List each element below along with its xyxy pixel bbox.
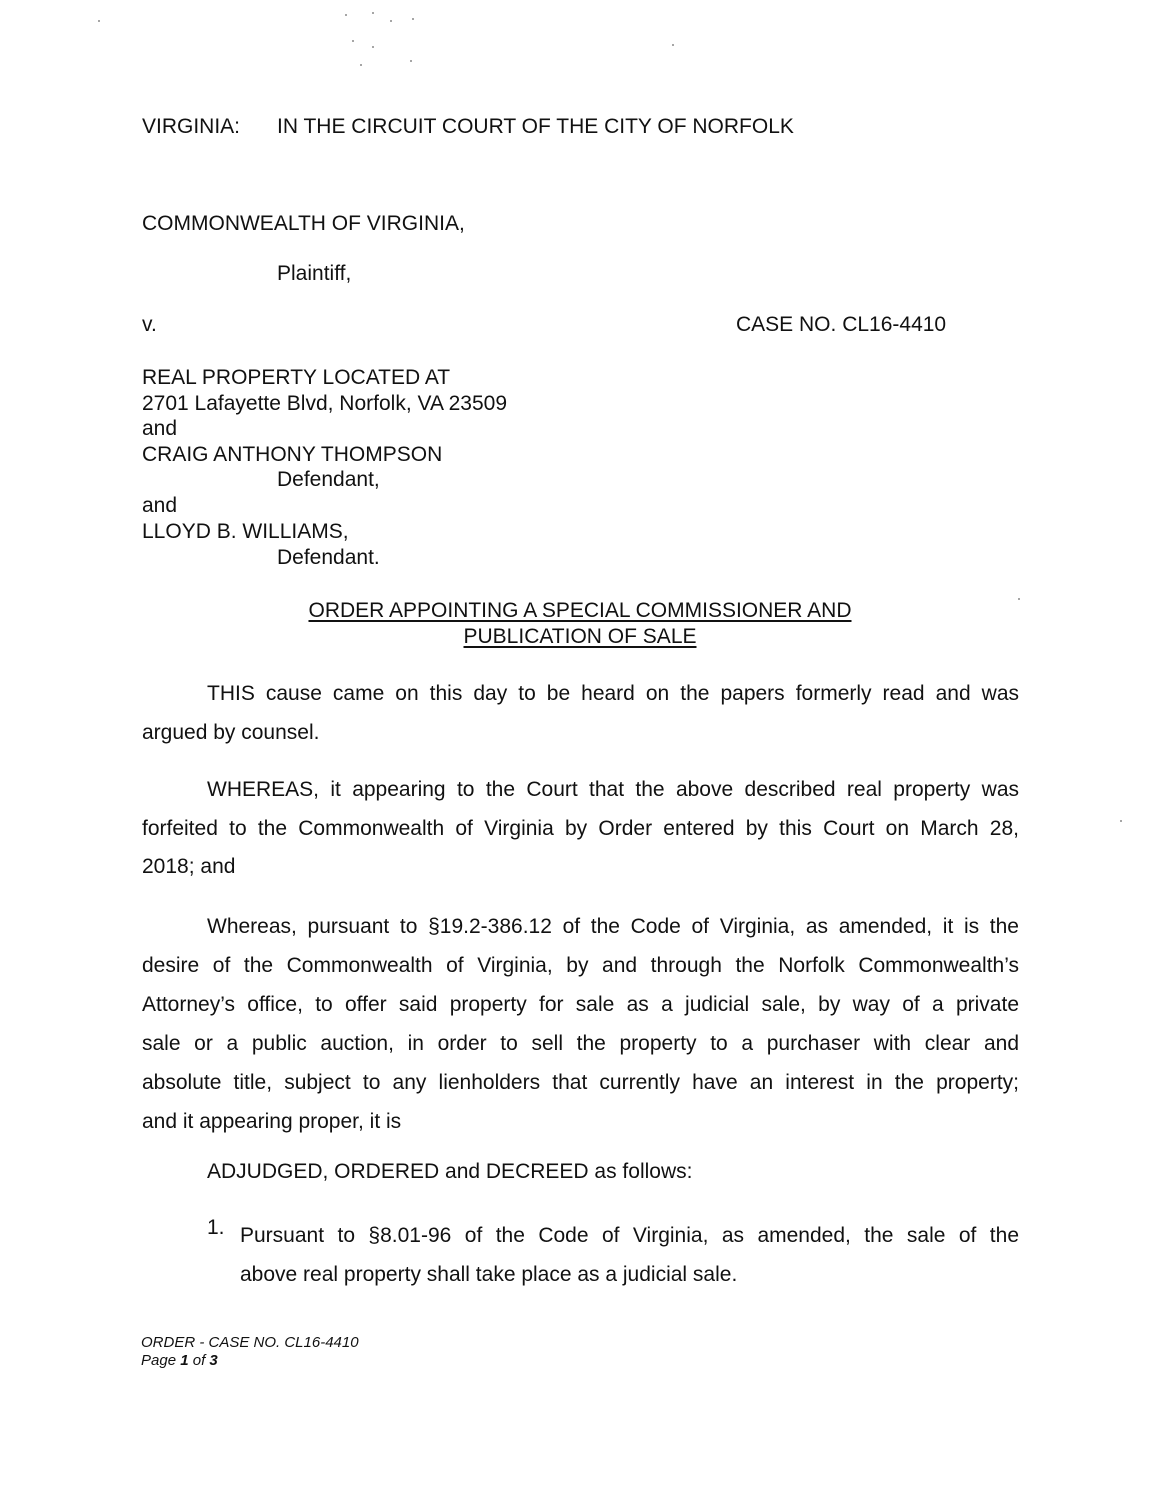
plaintiff-name: COMMONWEALTH OF VIRGINIA,: [142, 212, 465, 235]
scan-speck: [390, 20, 392, 22]
scan-speck: [410, 60, 412, 62]
scan-speck: [360, 64, 362, 66]
scan-speck: [352, 40, 354, 42]
footer-page: [141, 1352, 218, 1369]
paragraph-line: desire of the Commonwealth of Virginia, by and through the Norfolk Commonwealth’s: [142, 954, 1019, 977]
court-state: VIRGINIA:: [142, 115, 241, 138]
footer-page-total: 3: [209, 1352, 218, 1369]
paragraph-line: Whereas, pursuant to §19.2-386.12 of the Code of Virginia, as amended, it is the: [207, 915, 1019, 938]
and-connector: and: [142, 494, 178, 517]
paragraph-line: forfeited to the Commonwealth of Virginia by Order entered by this Court on March 28,: [142, 816, 1019, 840]
list-item-line: Pursuant to §8.01-96 of the Code of Virginia, as amended, the sale of the: [240, 1224, 1019, 1247]
scan-speck: [98, 20, 100, 22]
scan-speck: [672, 44, 674, 46]
defendant-role: Defendant,: [277, 468, 380, 491]
defendant-line: REAL PROPERTY LOCATED AT: [142, 366, 451, 389]
paragraph-line: WHEREAS, it appearing to the Court that the above described real property was: [207, 778, 1019, 801]
order-title-line: ORDER APPOINTING A SPECIAL COMMISSIONER AND: [308, 599, 852, 622]
plaintiff-role: Plaintiff,: [277, 262, 352, 285]
versus: v.: [142, 313, 157, 336]
footer-case: ORDER - CASE NO. CL16-4410: [141, 1334, 359, 1351]
defendant-line: and: [142, 417, 178, 441]
paragraph: [142, 907, 1019, 1141]
paragraph-line: 2018; and: [142, 855, 236, 878]
defendant-block: [142, 365, 507, 468]
paragraph-line: absolute title, subject to any lienholders that currently have an interest in the property;: [142, 1071, 1019, 1094]
defendant-line: CRAIG ANTHONY THOMPSON: [142, 443, 443, 467]
court-name: IN THE CIRCUIT COURT OF THE CITY OF NORFOLK: [277, 115, 794, 138]
scan-speck: [1018, 598, 1020, 600]
scan-speck: [1120, 820, 1122, 822]
footer-page-current: 1: [180, 1352, 189, 1369]
case-number: CASE NO. CL16-4410: [736, 313, 947, 336]
order-title: [142, 598, 1018, 649]
adjudged-line: ADJUDGED, ORDERED and DECREED as follows:: [207, 1160, 693, 1183]
scan-speck: [372, 12, 374, 14]
order-title-line: PUBLICATION OF SALE: [463, 624, 697, 648]
scan-speck: [412, 18, 414, 20]
defendant-line: 2701 Lafayette Blvd, Norfolk, VA 23509: [142, 391, 508, 415]
paragraph-line: and it appearing proper, it is: [142, 1110, 402, 1133]
paragraph-line: sale or a public auction, in order to sell the property to a purchaser with clear and: [142, 1032, 1019, 1055]
paragraph-line: Attorney’s office, to offer said property for sale as a judicial sale, by way of a private: [142, 993, 1019, 1016]
scan-speck: [372, 46, 374, 48]
footer-page-of: of: [192, 1352, 206, 1369]
defendant-name: LLOYD B. WILLIAMS,: [142, 520, 349, 543]
list-item-line: above real property shall take place as a judicial sale.: [240, 1263, 738, 1286]
list-item-number: 1.: [207, 1216, 225, 1239]
paragraph-line: argued by counsel.: [142, 720, 320, 744]
paragraph-line: THIS cause came on this day to be heard on the papers formerly read and was: [207, 682, 1019, 705]
scan-speck: [345, 14, 347, 16]
footer-page-word: Page: [141, 1352, 177, 1369]
defendant-role: Defendant.: [277, 546, 380, 569]
paragraph: [142, 771, 1019, 887]
paragraph: [142, 675, 1019, 752]
list-item: [240, 1216, 1019, 1294]
